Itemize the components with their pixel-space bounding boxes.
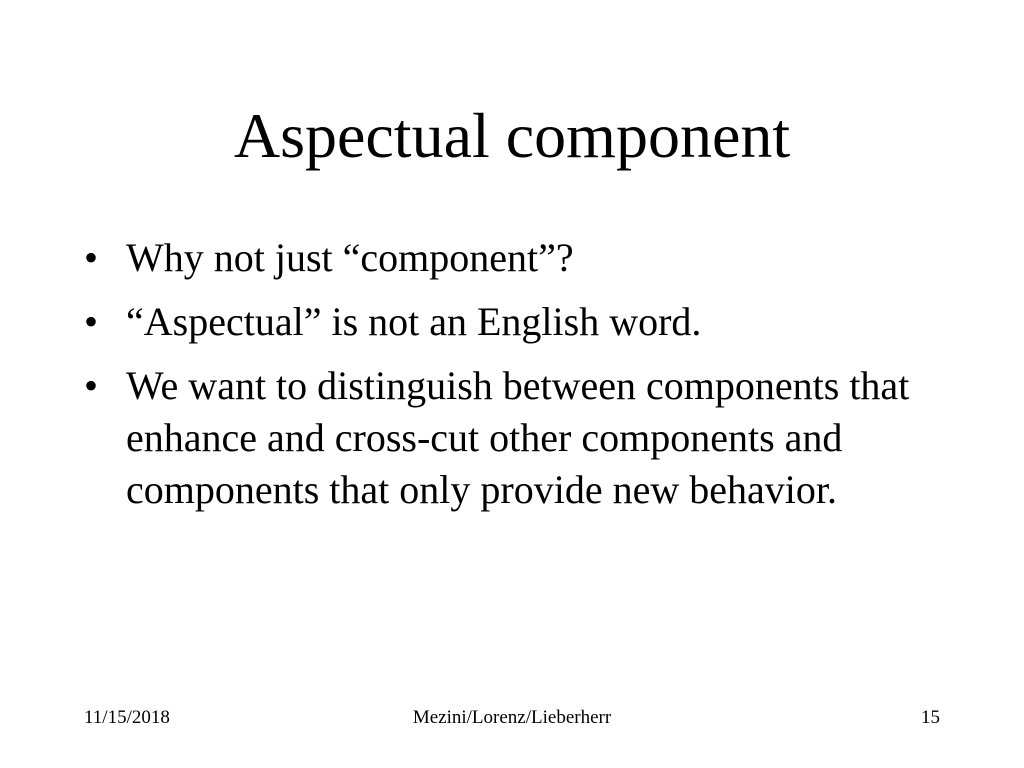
slide-title: Aspectual component [233, 100, 791, 171]
bullet-text: “Aspectual” is not an English word. [126, 299, 702, 344]
bullet-icon: • [84, 235, 99, 280]
bullet-item [80, 296, 960, 348]
page-number: 15 [921, 707, 940, 728]
footer-date: 11/15/2018 [84, 707, 170, 728]
bullet-icon: • [84, 299, 99, 344]
bullet-text: We want to distinguish between components that enhance and cross-cut other components and components that only provide new behavior. [126, 363, 910, 512]
bullet-item [80, 232, 960, 284]
footer-authors: Mezini/Lorenz/Lieberherr [412, 707, 612, 728]
bullet-list [80, 232, 960, 528]
bullet-text: Why not just “component”? [126, 235, 574, 280]
bullet-icon: • [84, 363, 99, 408]
bullet-item [80, 360, 960, 516]
